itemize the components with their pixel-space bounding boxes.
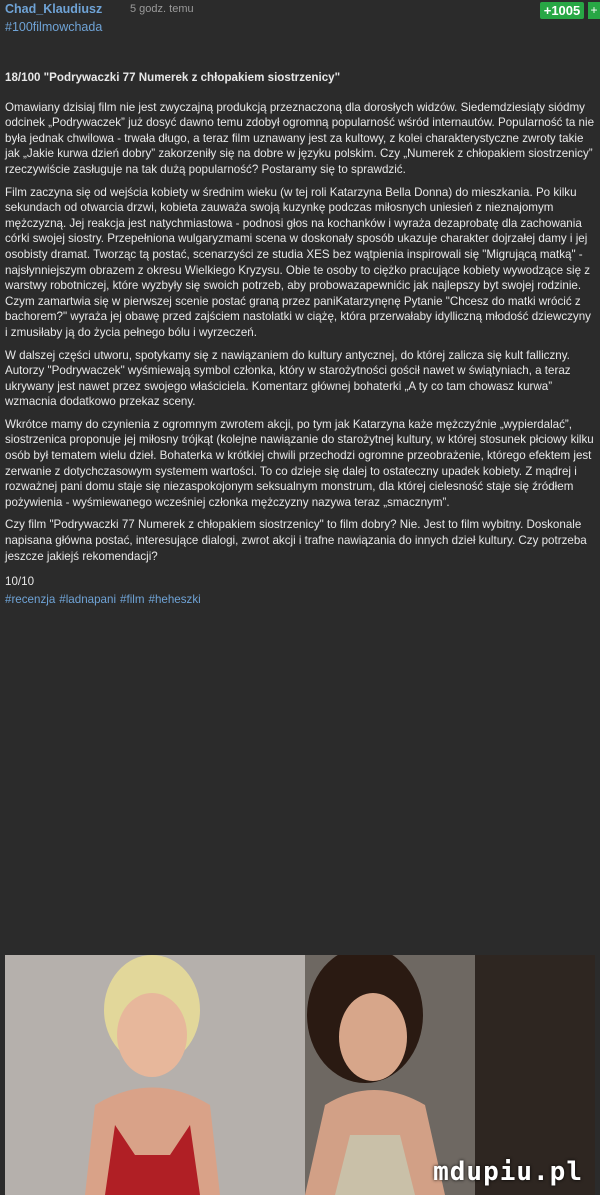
post-image[interactable]	[5, 955, 595, 1195]
watermark-text: mdupiu.pl	[433, 1157, 583, 1187]
tag-ladnapani[interactable]: #ladnapani	[59, 592, 117, 606]
post-title: 18/100 "Podrywaczki 77 Numerek z chłopakiem siostrzenicy"	[5, 71, 341, 84]
post-header	[0, 0, 600, 34]
paragraph-twist: Wkrótce mamy do czynienia z ogromnym zwrotem akcji, po tym jak Katarzyna każe mężczyźnie „wypierdalać”, siostrzenica proponuje jej miłosny trójkąt (kolejne nawiązanie do starożytnej kultury, w której stosunek płciowy kilku osób był tematem wielu dzieł. Bohaterka w krótkiej chwili przechodzi ogromne przeobrażenie, którego efektem jest zerwanie z dotychczasowym systemem wartości. To co dzieje się dalej to ostateczny upadek kobiety. Z mądrej i rozważnej pani domu staje się niezaspokojonym seksualnym monstrum, dla której cielesność staje się źródłem pożywienia - wyśmiewanego wcześniej członka mężczyzny nazywa teraz „smacznym”.	[5, 417, 594, 509]
post-timestamp: 5 godz. temu	[130, 3, 194, 15]
tag-heheszki[interactable]: #heheszki	[148, 592, 201, 606]
rating-score: 10/10	[5, 575, 35, 589]
upvote-button[interactable]: +	[588, 2, 600, 19]
tag-recenzja[interactable]: #recenzja	[5, 592, 56, 606]
tag-list	[5, 592, 595, 608]
top-hashtag-link[interactable]: #100filmowchada	[5, 20, 103, 34]
post-body	[5, 70, 595, 607]
paragraph-verdict: Czy film "Podrywaczki 77 Numerek z chłopakiem siostrzenicy" to film dobry? Nie. Jest to film wybitny. Doskonale napisana główna postać, interesujące dialogi, zwrot akcji i trafne nawiązania do innych dzieł kultury. Czy potrzeba jeszcze jakiejś rekomendacji?	[5, 518, 587, 563]
paragraph-culture: W dalszej części utworu, spotykamy się z nawiązaniem do kultury antycznej, do której zalicza się kult falliczny. Autorzy "Podrywaczek" wyśmiewają symbol członka, który w starożytności gościł nawet w świątyniach, a teraz ukrywany jest nawet przez swojego właściciela. Komentarz głównej bohaterki „A ty co tam chowasz kurwa” wzmacnia dodatkowo przekaz sceny.	[5, 348, 571, 409]
vote-count-badge[interactable]: +1005	[540, 2, 584, 19]
tag-film[interactable]: #film	[120, 592, 145, 606]
paragraph-intro: Omawiany dzisiaj film nie jest zwyczajną produkcją przeznaczoną dla dorosłych widzów. Siedemdziesiąty siódmy odcinek „Podrywaczek” już dosyć dawno temu zdobył ogromną popularność wśród internautów. Popularność ta nie była jednak chwilowa - trwała długo, a teraz film uznawany jest za kultowy, z kolei charakterystyczne zwroty takie jak „Jakie kurwa dzień dobry” zakorzeniły się na dobre w języku polskim. Czy „Numerek z chłopakiem siostrzenicy” rzeczywiście zasługuje na tak dużą popularność? Postaramy się to sprawdzić.	[5, 100, 595, 176]
paragraph-plot: Film zaczyna się od wejścia kobiety w średnim wieku (w tej roli Katarzyna Bella Donna) do mieszkania. Po kilku sekundach od otwarcia drzwi, kobieta zauważa swoją kuzynkę podczas miłosnych uniesień z nieznajomym mężczyzną. Jej reakcja jest natychmiastowa - podnosi głos na kochanków i wyraża dezaprobatę dla zachowania córki swojej siostry. Przepełniona wulgaryzmami scena w doskonały sposób ukazuje charakter dojrzałej damy i jej osobisty dramat. Tworząc tą postać, scenarzyści ze studia XES bez wątpienia inspirowali się "Migrującą matką" - najsłynniejszym obrazem z okresu Wielkiego Kryzysu. Obie te osoby to ciężko pracujące kobiety wywodzące się z warstwy robotniczej, które wyzbyły się swoich potrzeb, aby probowazapewnićic jak najlepszy byt swojej rodzinie. Czym zamartwia się w pierwszej scenie postać graną przez paniKatarzynęnę Pytanie "Chcesz do matki wrócić z bachorem?" wyraża jej obawę przed zajściem nastolatki w ciążę, która przerwałaby idylliczną młodość dziewczyny i zmusiłaby ją do życia pełnego bólu i wyrzeczeń.	[5, 185, 591, 339]
author-username[interactable]: Chad_Klaudiusz	[5, 2, 103, 16]
